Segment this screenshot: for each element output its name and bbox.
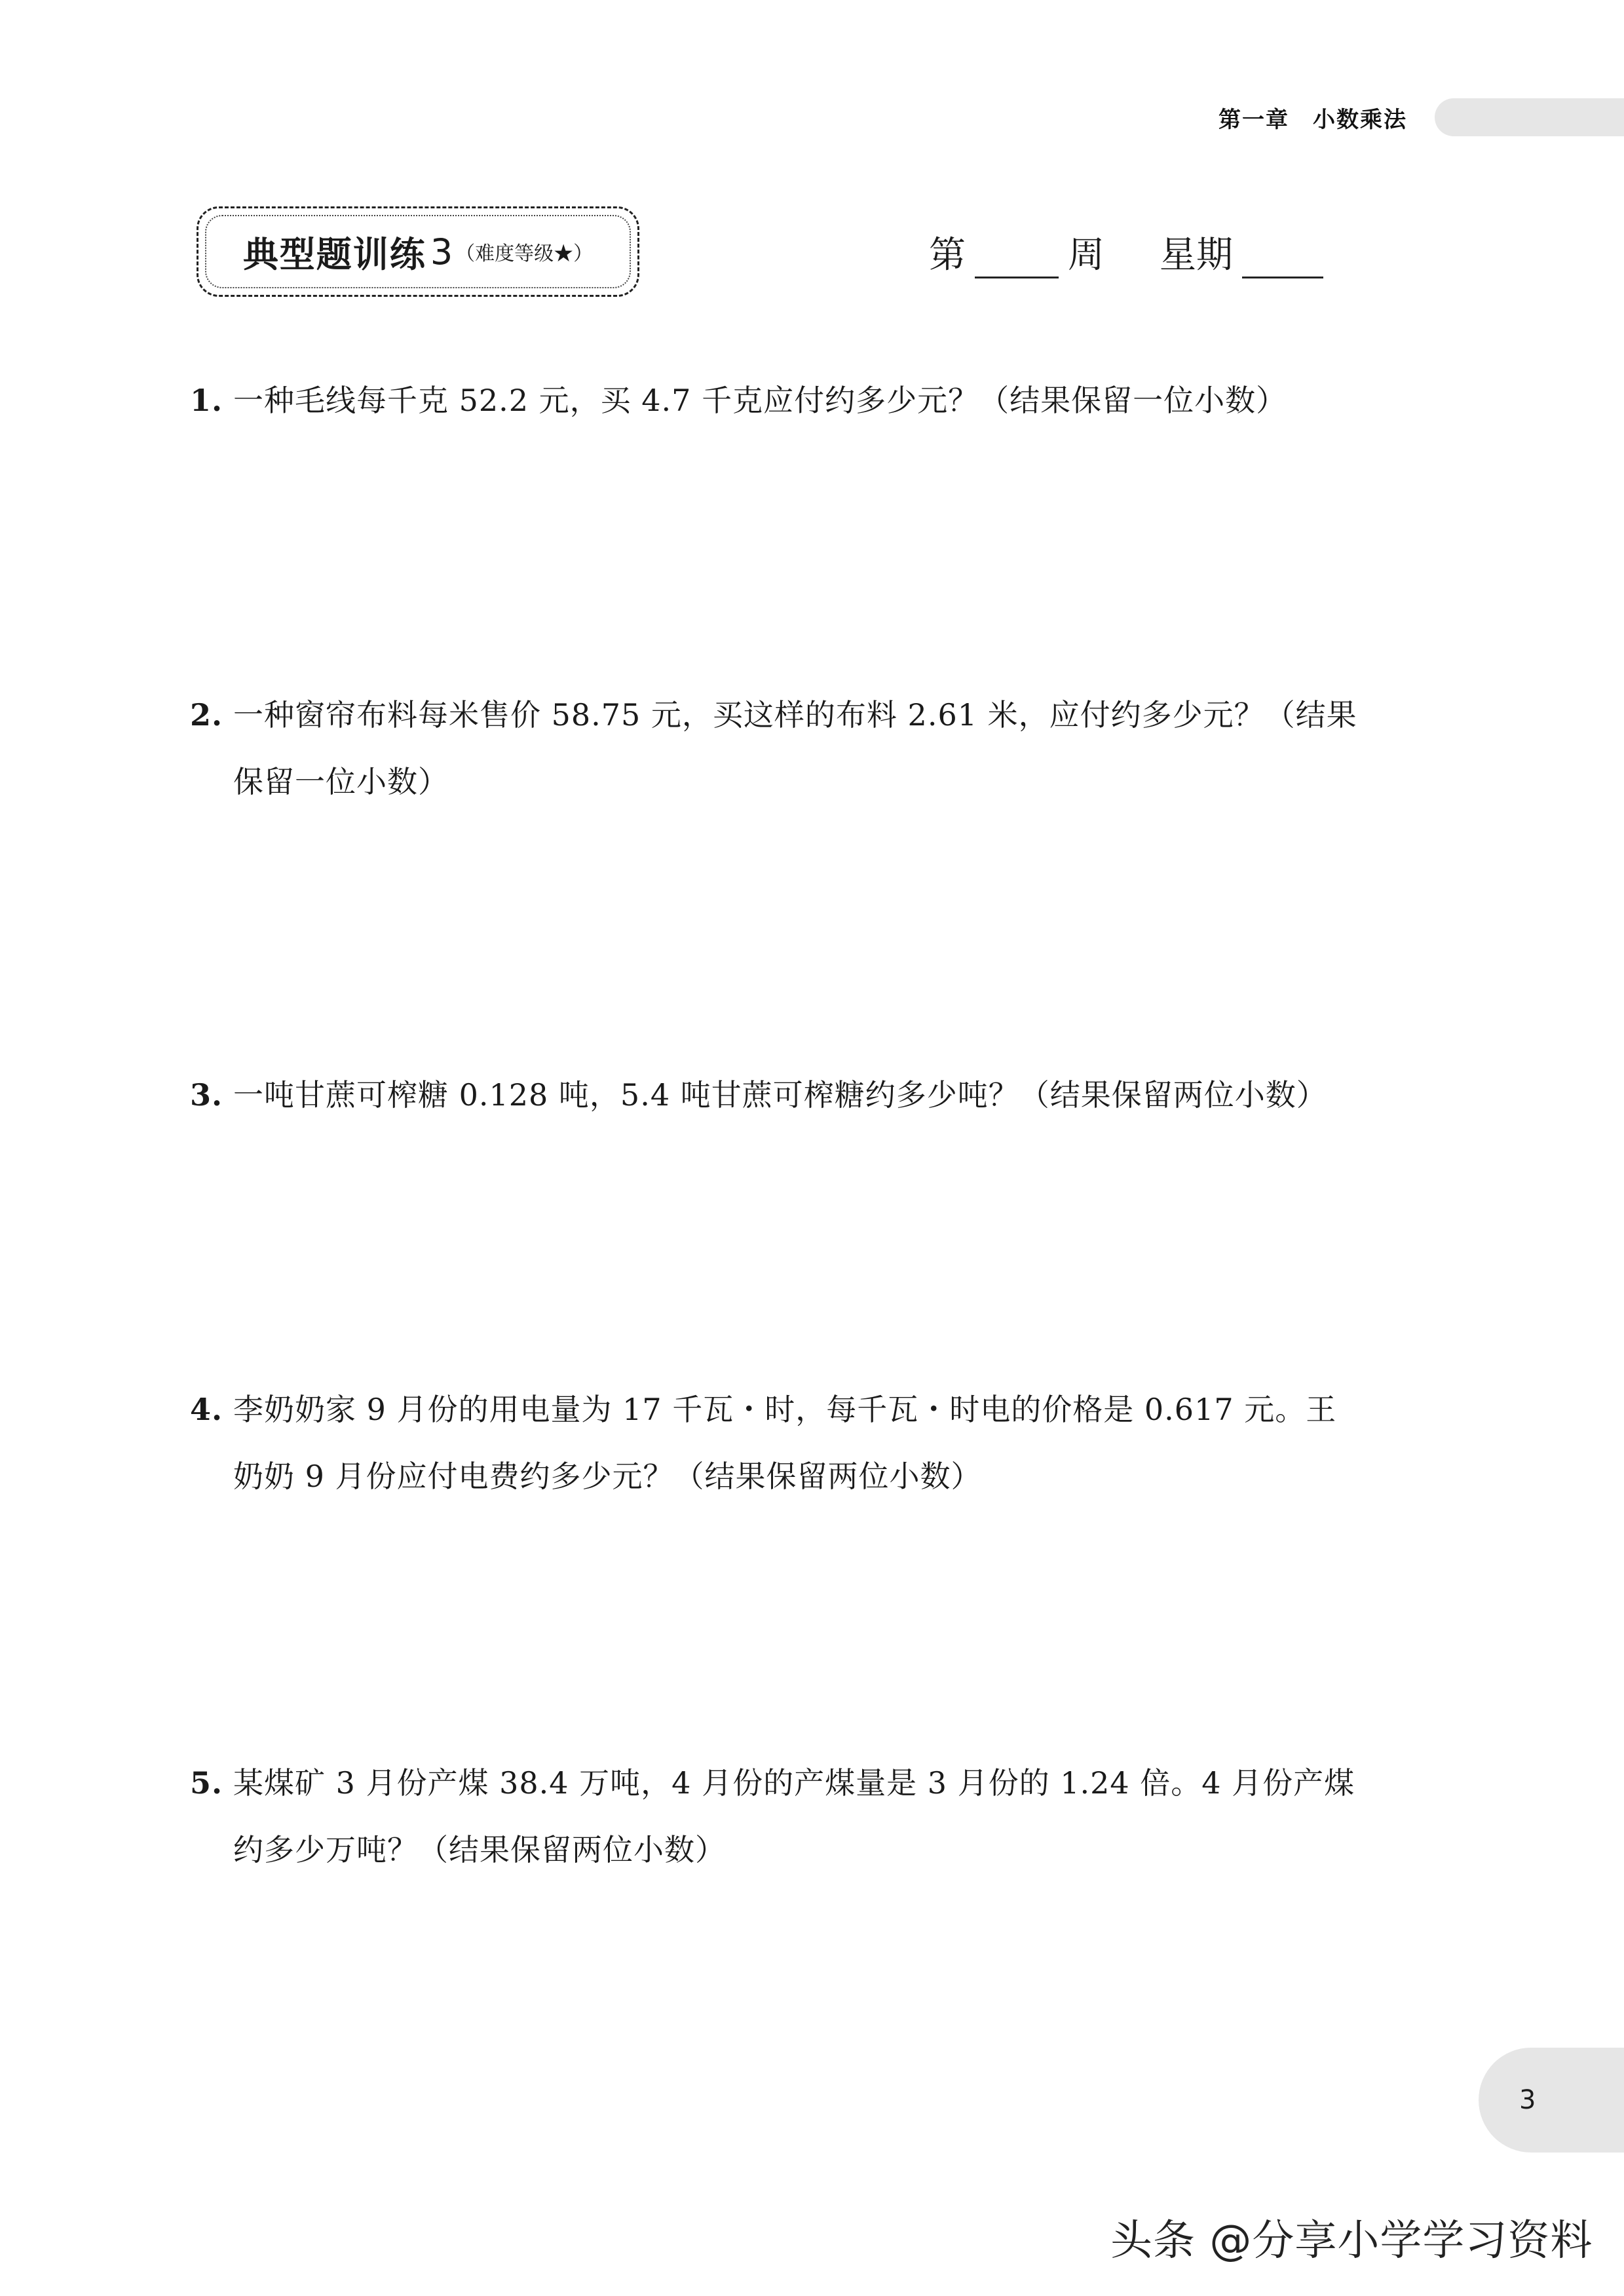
chapter-label: 第一章 小数乘法 (1218, 106, 1407, 133)
question-text: 李奶奶家 9 月份的用电量为 17 千瓦・时，每千瓦・时电的价格是 0.617 元。王 (233, 1392, 1337, 1427)
question-text: 某煤矿 3 月份产煤 38.4 万吨，4 月份的产煤量是 3 月份的 1.24 倍。4 月份产煤 (233, 1765, 1355, 1801)
watermark: 头条 @分享小学学习资料 (1110, 2217, 1593, 2265)
chapter-header (1218, 98, 1624, 136)
question-number: 3. (190, 1077, 223, 1113)
page-number-tab (1479, 2048, 1624, 2152)
question-2 (190, 681, 1435, 815)
question-text: 一种毛线每千克 52.2 元，买 4.7 千克应付约多少元？（结果保留一位小数） (233, 383, 1287, 418)
question-number: 4. (190, 1392, 223, 1427)
question-text-continued: 约多少万吨？（结果保留两位小数） (233, 1832, 726, 1867)
question-3 (190, 1062, 1435, 1128)
schedule-line (929, 220, 1323, 278)
question-text: 一种窗帘布料每米售价 58.75 元，买这样的布料 2.61 米，应付约多少元？（结果 (233, 697, 1357, 733)
week-blank[interactable] (975, 235, 1059, 278)
weekday-blank[interactable] (1242, 235, 1323, 278)
week-suffix: 周 (1068, 234, 1105, 277)
weekday-label: 星期 (1160, 234, 1233, 277)
question-text-continued: 保留一位小数） (233, 764, 449, 799)
question-1 (190, 367, 1435, 434)
exercise-title-box (197, 206, 639, 297)
exercise-number: 3 (430, 231, 453, 273)
question-5 (190, 1750, 1435, 1883)
page-number: 3 (1519, 2085, 1536, 2115)
difficulty-level: （难度等级★） (455, 242, 594, 265)
question-text: 一吨甘蔗可榨糖 0.128 吨，5.4 吨甘蔗可榨糖约多少吨？（结果保留两位小数） (233, 1077, 1327, 1113)
question-4 (190, 1376, 1435, 1510)
exercise-title: 典型题训练 (242, 233, 426, 275)
question-number: 2. (190, 697, 223, 733)
question-number: 1. (190, 383, 223, 418)
question-text-continued: 奶奶 9 月份应付电费约多少元？（结果保留两位小数） (233, 1459, 982, 1494)
week-prefix: 第 (929, 234, 966, 277)
chapter-tab-shape (1435, 98, 1624, 136)
question-number: 5. (190, 1765, 223, 1801)
